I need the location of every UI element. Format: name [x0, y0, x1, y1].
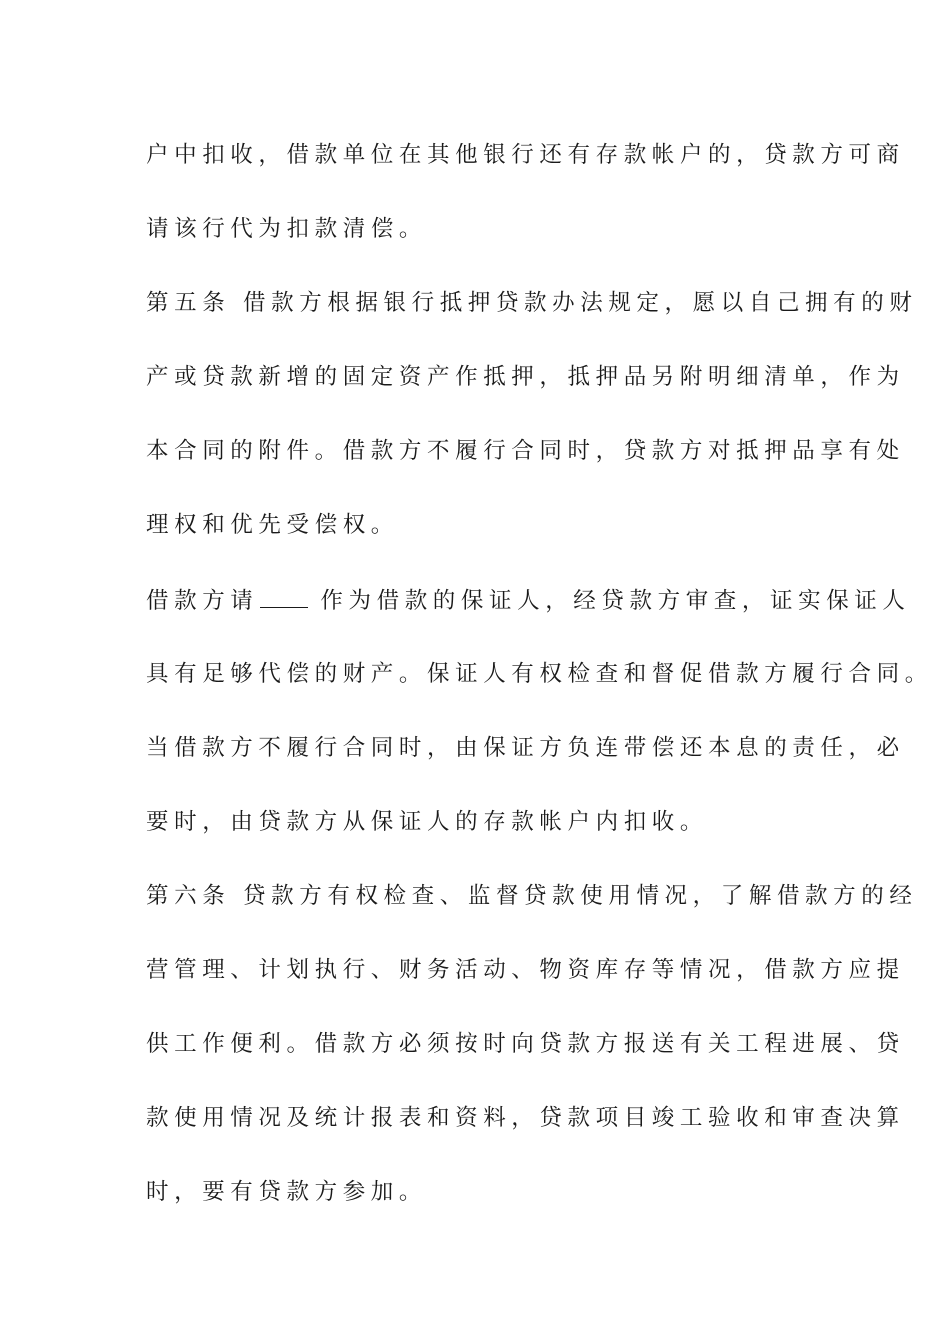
paragraph-line: 供工作便利。借款方必须按时向贷款方报送有关工程进展、贷: [146, 1031, 905, 1057]
guarantor-suffix: 作为借款的保证人，经贷款方审查，证实保证人: [320, 588, 911, 614]
paragraph-line: 请该行代为扣款清偿。: [146, 216, 428, 242]
guarantor-line: [146, 586, 911, 616]
paragraph-line: 时，要有贷款方参加。: [146, 1179, 428, 1205]
guarantor-prefix: 借款方请: [146, 588, 259, 614]
article-5-line: 第五条 借款方根据银行抵押贷款办法规定，愿以自己拥有的财: [146, 290, 918, 316]
paragraph-line: 本合同的附件。借款方不履行合同时，贷款方对抵押品享有处: [146, 438, 905, 464]
paragraph-line: 款使用情况及统计报表和资料，贷款项目竣工验收和审查决算: [146, 1105, 905, 1131]
article-6-line: 第六条 贷款方有权检查、监督贷款使用情况，了解借款方的经: [146, 883, 918, 909]
paragraph-line: 产或贷款新增的固定资产作抵押，抵押品另附明细清单，作为: [146, 364, 905, 390]
paragraph-line: 营管理、计划执行、财务活动、物资库存等情况，借款方应提: [146, 957, 905, 983]
paragraph-line: 要时，由贷款方从保证人的存款帐户内扣收。: [146, 809, 709, 835]
paragraph-line: 当借款方不履行合同时，由保证方负连带偿还本息的责任，必: [146, 735, 905, 761]
paragraph-line: 户中扣收，借款单位在其他银行还有存款帐户的，贷款方可商: [146, 142, 905, 168]
guarantor-blank-field: [260, 587, 308, 608]
paragraph-line: 具有足够代偿的财产。保证人有权检查和督促借款方履行合同。: [146, 661, 933, 687]
paragraph-line: 理权和优先受偿权。: [146, 512, 399, 538]
